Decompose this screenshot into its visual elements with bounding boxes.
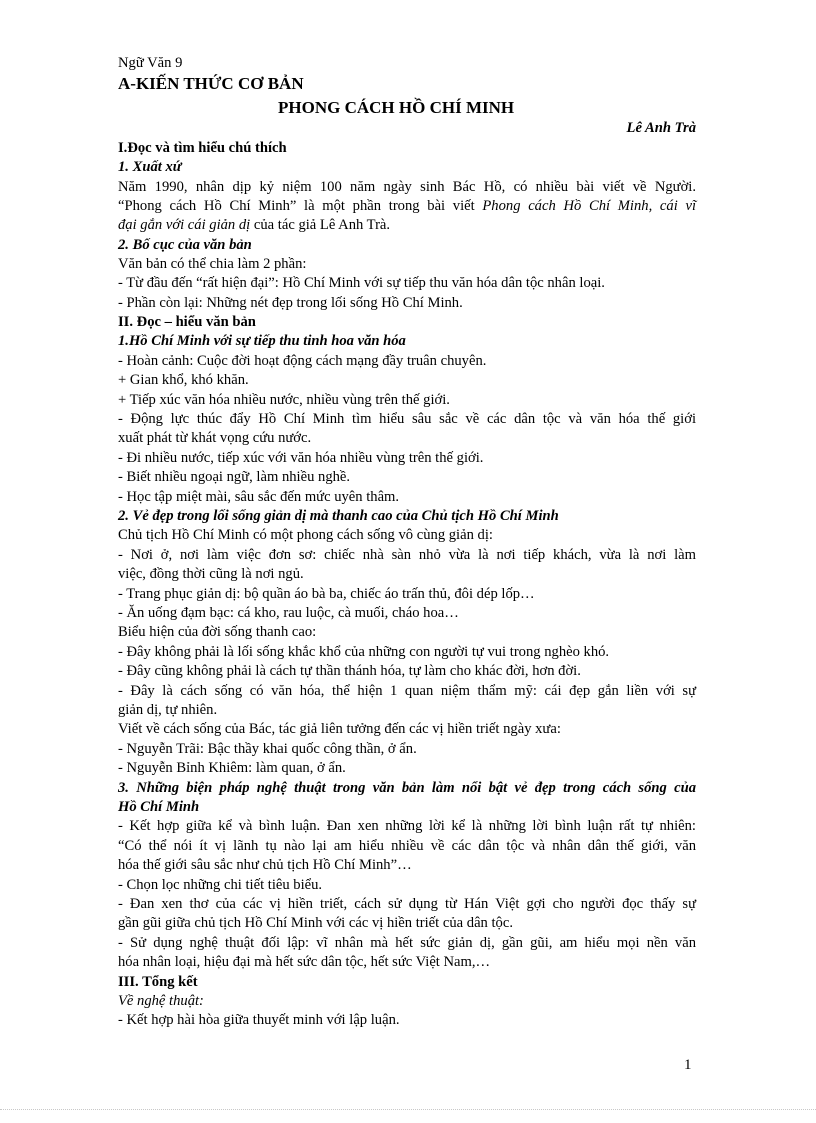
para-line: Văn bản có thể chia làm 2 phần: (118, 256, 307, 272)
heading-s1: I.Đọc và tìm hiểu chú thích (118, 140, 287, 156)
text-run: của tác giả Lê Anh Trà. (250, 217, 391, 233)
list-item: - Ăn uống đạm bạc: cá kho, rau luộc, cà muối, cháo hoa… (118, 605, 459, 621)
list-item: - Động lực thúc đẩy Hồ Chí Minh tìm hiểu sâu sắc về các dân tộc và văn hóa thế giới (118, 411, 696, 427)
list-item: + Tiếp xúc văn hóa nhiều nước, nhiều vùng trên thế giới. (118, 392, 450, 408)
list-item: - Nguyễn Bỉnh Khiêm: làm quan, ở ẩn. (118, 760, 346, 776)
author: Lê Anh Trà (626, 120, 696, 136)
list-item: - Đan xen thơ của các vị hiền triết, cách sử dụng từ Hán Việt gợi cho người đọc thấy sự (118, 896, 696, 912)
list-item: - Sử dụng nghệ thuật đối lập: vĩ nhân mà hết sức giản dị, gần gũi, am hiểu mọi nền văn (118, 935, 696, 951)
list-item: + Gian khổ, khó khăn. (118, 372, 249, 388)
list-item: - Biết nhiều ngoại ngữ, làm nhiều nghề. (118, 469, 351, 485)
page-title: PHONG CÁCH HỒ CHÍ MINH (278, 98, 515, 117)
list-item: - Đây cũng không phải là cách tự thần thánh hóa, tự làm cho khác đời, hơn đời. (118, 663, 581, 679)
text-run-italic: Phong cách Hồ Chí Minh, cái vĩ (482, 198, 696, 214)
list-item: - Học tập miệt mài, sâu sắc đến mức uyên thâm. (118, 489, 400, 505)
list-item: - Đây là cách sống có văn hóa, thể hiện 1 quan niệm thẩm mỹ: cái đẹp gắn liền với sự (118, 683, 696, 699)
list-item: - Kết hợp hài hòa giữa thuyết minh với lập luận. (118, 1012, 400, 1028)
para-line: Biểu hiện của đời sống thanh cao: (118, 624, 317, 640)
list-item-cont: xuất phát từ khát vọng cứu nước. (118, 430, 312, 446)
para-line: Viết về cách sống của Bác, tác giả liên tưởng đến các vị hiền triết ngày xưa: (118, 721, 561, 737)
list-item: - Đi nhiều nước, tiếp xúc với văn hóa nhiều vùng trên thế giới. (118, 450, 484, 466)
list-item: - Trang phục giản dị: bộ quần áo bà ba, chiếc áo trấn thủ, đôi dép lốp… (118, 586, 535, 602)
sub-tiep-thu: 1.Hồ Chí Minh với sự tiếp thu tinh hoa văn hóa (118, 333, 406, 349)
text-run-italic: đại gắn với cái giản dị (118, 217, 251, 233)
list-item-cont: hóa nhân loại, hiệu đại mà hết sức dân tộc, hết sức Việt Nam,… (118, 954, 491, 970)
list-item-cont: việc, đồng thời cũng là nơi ngủ. (118, 566, 304, 582)
list-item: - Nguyễn Trãi: Bậc thầy khai quốc công thần, ở ẩn. (118, 741, 417, 757)
sub-xuat-xu: 1. Xuất xứ (118, 159, 182, 175)
list-item: - Hoàn cảnh: Cuộc đời hoạt động cách mạng đầy truân chuyên. (118, 353, 487, 369)
sub-nghe-thuat-cont: Hồ Chí Minh (118, 799, 200, 815)
para-line (118, 197, 696, 216)
list-item: - Kết hợp giữa kể và bình luận. Đan xen những lời kể là những lời bình luận rất tự nhiên: (118, 818, 696, 834)
para-line (118, 216, 696, 235)
quote-line: hóa thế giới sâu sắc như chủ tịch Hồ Chí Minh”… (118, 857, 412, 873)
sub-nghe-thuat: 3. Những biện pháp nghệ thuật trong văn bản làm nổi bật vẻ đẹp trong cách sống của (118, 780, 696, 796)
list-item-cont: gần gũi giữa chủ tịch Hồ Chí Minh với các vị hiền triết của dân tộc. (118, 915, 513, 931)
sub-bo-cuc: 2. Bố cục của văn bản (118, 237, 252, 253)
para-line: Năm 1990, nhân dịp kỷ niệm 100 năm ngày sinh Bác Hồ, có nhiều bài viết về Người. (118, 179, 696, 195)
list-item: - Nơi ở, nơi làm việc đơn sơ: chiếc nhà sàn nhỏ vừa là nơi tiếp khách, vừa là nơi làm (118, 547, 696, 563)
list-item: - Từ đầu đến “rất hiện đại”: Hồ Chí Minh với sự tiếp thu văn hóa dân tộc nhân loại. (118, 275, 605, 291)
heading-s3: III. Tổng kết (118, 974, 198, 990)
sub-ve-nghe-thuat: Về nghệ thuật: (118, 993, 204, 1009)
para-line: Chủ tịch Hồ Chí Minh có một phong cách sống vô cùng giản dị: (118, 527, 493, 543)
list-item: - Chọn lọc những chi tiết tiêu biểu. (118, 877, 323, 893)
list-item-cont: giản dị, tự nhiên. (118, 702, 218, 718)
list-item: - Đây không phải là lối sống khắc khổ của những con người tự vui trong nghèo khó. (118, 644, 610, 660)
text-run: “Phong cách Hồ Chí Minh” là một phần trong bài viết (118, 198, 483, 214)
section-title: A-KIẾN THỨC CƠ BẢN (118, 74, 304, 93)
list-item: - Phần còn lại: Những nét đẹp trong lối sống Hồ Chí Minh. (118, 295, 463, 311)
heading-s2: II. Đọc – hiểu văn bản (118, 314, 256, 330)
sub-ve-dep: 2. Vẻ đẹp trong lối sống giản dị mà thanh cao của Chủ tịch Hồ Chí Minh (118, 508, 559, 524)
page-break-divider (0, 1109, 816, 1110)
header-subject: Ngữ Văn 9 (118, 55, 183, 71)
quote-line: “Có thể nói ít vị lãnh tụ nào lại am hiểu nhiều về các dân tộc và nhân dân thế giới, văn (118, 838, 696, 854)
page-number: 1 (684, 1057, 692, 1073)
